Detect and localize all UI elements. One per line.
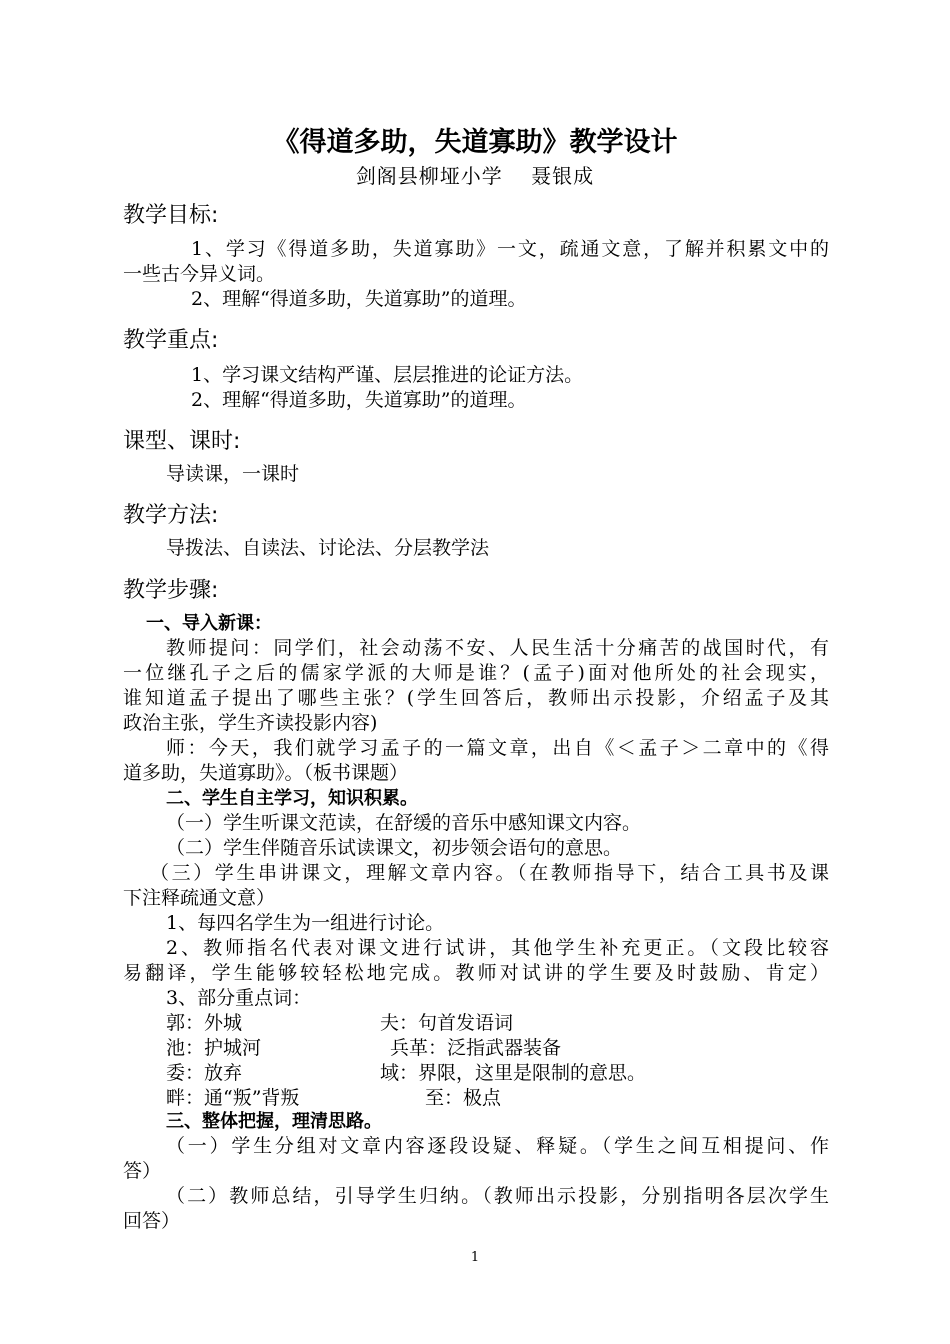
step-1-para-1-line-1: 教师提问：同学们，社会动荡不安、人民生活十分痛苦的战国时代，有 bbox=[166, 637, 829, 659]
heading-method: 教学方法: bbox=[123, 503, 219, 528]
step-3-item-b-line-2: 回答） bbox=[123, 1210, 181, 1232]
heading-steps: 教学步骤: bbox=[123, 578, 219, 603]
vocab-item: 郭：外城 bbox=[166, 1012, 243, 1034]
step-3-item-b-line-1: （二）教师总结，引导学生归纳。（教师出示投影，分别指明各层次学生 bbox=[166, 1185, 829, 1207]
heading-focus: 教学重点: bbox=[123, 328, 219, 353]
step-1-para-1-line-3: 谁知道孟子提出了哪些主张？(学生回答后，教师出示投影，介绍孟子及其 bbox=[123, 687, 829, 709]
goals-line-1: 1、学习《得道多助，失道寡助》一文，疏通文意，了解并积累文中的 bbox=[191, 238, 829, 260]
heading-lesson-type: 课型、课时: bbox=[123, 429, 241, 454]
step-1-para-1-line-4: 政治主张，学生齐读投影内容) bbox=[123, 712, 378, 734]
step-1-para-2-line-2: 道多助，失道寡助》。（板书课题） bbox=[123, 762, 409, 784]
goals-line-3: 2、理解“得道多助，失道寡助”的道理。 bbox=[191, 288, 527, 310]
method-line: 导拨法、自读法、讨论法、分层教学法 bbox=[166, 537, 490, 559]
step-2-sub-2-line-1: 2、教师指名代表对课文进行试讲，其他学生补充更正。（文段比较容 bbox=[166, 937, 829, 959]
vocab-item: 至：极点 bbox=[425, 1087, 502, 1109]
lesson-type-line: 导读课，一课时 bbox=[166, 463, 300, 485]
vocab-item: 委：放弃 bbox=[166, 1062, 243, 1084]
step-1-para-2-line-1: 师：今天，我们就学习孟子的一篇文章，出自《＜孟子＞二章中的《得 bbox=[166, 737, 829, 759]
step-2-sub-1: 1、每四名学生为一组进行讨论。 bbox=[166, 912, 445, 934]
vocab-item: 夫：句首发语词 bbox=[380, 1012, 514, 1034]
step-2-item-b: （二）学生伴随音乐试读课文，初步领会语句的意思。 bbox=[166, 837, 623, 859]
step-2-item-a: （一）学生听课文范读，在舒缓的音乐中感知课文内容。 bbox=[166, 812, 642, 834]
vocab-item: 兵革：泛指武器装备 bbox=[390, 1037, 562, 1059]
focus-line-1: 1、学习课文结构严谨、层层推进的论证方法。 bbox=[191, 364, 584, 386]
vocab-item: 池：护城河 bbox=[166, 1037, 262, 1059]
vocab-item: 畔：通“叛”背叛 bbox=[166, 1087, 300, 1109]
step-2-item-c-line-2: 下注释疏通文意） bbox=[123, 887, 276, 909]
step-1-title: 一、导入新课： bbox=[146, 613, 272, 634]
step-2-title: 二、学生自主学习，知识积累。 bbox=[166, 788, 418, 809]
document-title: 《得道多助，失道寡助》教学设计 bbox=[272, 127, 678, 158]
focus-line-2: 2、理解“得道多助，失道寡助”的道理。 bbox=[191, 389, 527, 411]
step-1-para-1-line-2: 一位继孔子之后的儒家学派的大师是谁？(孟子)面对他所处的社会现实， bbox=[123, 662, 829, 684]
step-2-item-c-line-1: （三）学生串讲课文，理解文章内容。（在教师指导下，结合工具书及课 bbox=[150, 862, 829, 884]
step-3-item-a-line-2: 答） bbox=[123, 1160, 162, 1182]
author-line: 剑阁县柳垭小学 聂银成 bbox=[355, 164, 595, 188]
step-3-item-a-line-1: （一）学生分组对文章内容逐段设疑、释疑。（学生之间互相提问、作 bbox=[166, 1135, 829, 1157]
vocab-item: 域：界限，这里是限制的意思。 bbox=[380, 1062, 647, 1084]
step-2-sub-2-line-2: 易翻译，学生能够较轻松地完成。教师对试讲的学生要及时鼓励、肯定） bbox=[123, 962, 829, 984]
heading-goals: 教学目标: bbox=[123, 203, 219, 228]
step-3-title: 三、整体把握，理清思路。 bbox=[166, 1111, 382, 1132]
goals-line-2: 一些古今异义词。 bbox=[123, 263, 276, 285]
page-number: 1 bbox=[470, 1250, 480, 1265]
step-2-sub-3: 3、部分重点词： bbox=[166, 987, 312, 1009]
